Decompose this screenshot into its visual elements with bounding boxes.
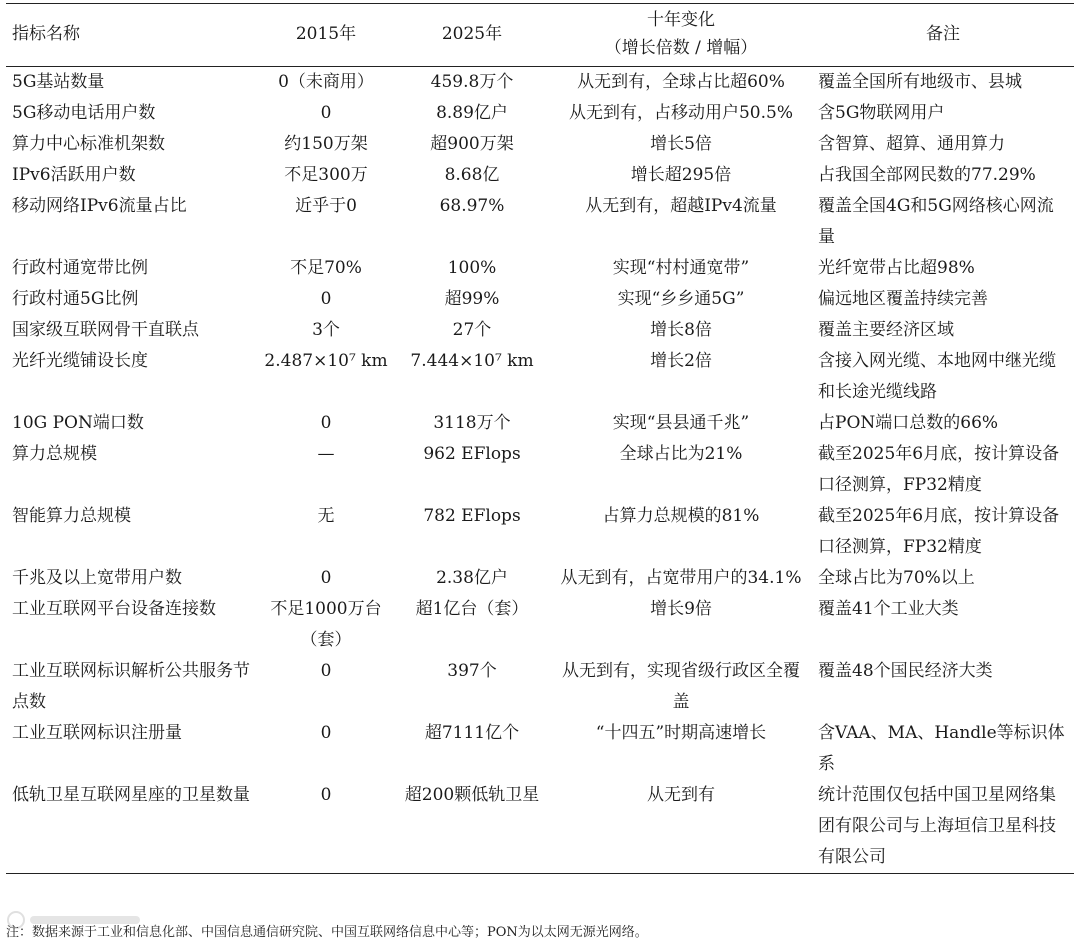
cell-2015-value: 近乎于0 [295,196,357,216]
cell-indicator-name: 工业互联网标识解析公共服务节点数 [12,661,250,712]
cell-ten-year-change: 增长8倍 [650,320,712,340]
cell-2025-value: 3118万个 [433,413,511,433]
cell-indicator-name: 国家级互联网骨干直联点 [12,320,199,340]
cell-indicator-name: 算力中心标准机架数 [12,134,165,154]
cell-ten-year-change: 从无到有，占宽带用户的34.1% [560,568,802,588]
cell-2025-value: 超900万架 [430,134,514,154]
header-indicator-name: 指标名称 [6,4,258,67]
table-row [6,67,1074,99]
cell-2025-value: 8.68亿 [444,165,500,185]
header-change-subtitle: （增长倍数 / 增幅） [604,38,758,58]
cell-ten-year-change: 增长超295倍 [630,165,732,185]
cell-2025-value: 超99% [444,289,500,309]
table-header-row [6,4,1074,67]
table-footnote: 注：数据来源于工业和信息化部、中国信息通信研究院、中国互联网络信息中心等；PON为以太网无源光网络。 [6,925,648,940]
cell-note: 占我国全部网民数的77.29% [818,165,1036,185]
cell-2015-value: 不足70% [290,258,362,278]
cell-2025-value: 459.8万个 [430,72,514,92]
indicator-table [6,3,1074,874]
cell-note: 统计范围仅包括中国卫星网络集团有限公司与上海垣信卫星科技有限公司 [812,780,1074,874]
cell-2025-value: 7.444×10⁷ km [410,351,534,371]
table-row [6,129,1074,160]
cell-2015-value: 3个 [312,320,340,340]
cell-ten-year-change: 实现“县县通千兆” [612,413,750,433]
cell-2015-value: 0 [320,103,332,123]
table-body [6,67,1074,874]
header-change-title: 十年变化 [647,10,715,30]
cell-note: 含5G物联网用户 [818,103,945,123]
cell-ten-year-change: 从无到有，全球占比超60% [577,72,785,92]
table-row [6,439,1074,501]
table-row [6,718,1074,780]
cell-note: 覆盖48个国民经济大类 [818,661,993,681]
cell-2015-value: 无 [317,506,335,526]
cell-note: 光纤宽带占比超98% [818,258,975,278]
cell-2015-value: 0 [258,780,394,874]
cell-2015-value: 0（未商用） [278,72,374,92]
cell-indicator-name: 工业互联网平台设备连接数 [12,599,216,619]
cell-indicator-name: 5G基站数量 [12,72,105,92]
cell-2015-value: 0 [320,723,332,743]
cell-ten-year-change: 实现“村村通宽带” [612,258,750,278]
cell-note: 覆盖全国所有地级市、县城 [818,72,1022,92]
cell-note: 全球占比为70%以上 [818,568,975,588]
cell-indicator-name: 移动网络IPv6流量占比 [12,196,187,216]
table-row [6,656,1074,718]
cell-indicator-name: 10G PON端口数 [12,413,144,433]
cell-indicator-name: 低轨卫星互联网星座的卫星数量 [6,780,258,874]
cell-note: 覆盖全国4G和5G网络核心网流量 [818,196,1054,247]
cell-indicator-name: IPv6活跃用户数 [12,165,136,185]
cell-2015-value: 2.487×10⁷ km [264,351,388,371]
cell-indicator-name: 5G移动电话用户数 [12,103,156,123]
cell-indicator-name: 行政村通宽带比例 [12,258,148,278]
cell-ten-year-change: 增长5倍 [650,134,712,154]
header-ten-year-change [550,4,812,67]
cell-2025-value: 超7111亿个 [424,723,520,743]
table-row [6,284,1074,315]
cell-2015-value: 不足300万 [284,165,368,185]
cell-ten-year-change: 从无到有 [550,780,812,874]
cell-indicator-name: 光纤光缆铺设长度 [12,351,148,371]
cell-ten-year-change: 实现“乡乡通5G” [617,289,745,309]
table-row [6,408,1074,439]
table-row [6,563,1074,594]
table-row [6,315,1074,346]
cell-note: 截至2025年6月底，按计算设备口径测算，FP32精度 [818,506,1060,557]
cell-indicator-name: 工业互联网标识注册量 [12,723,182,743]
cell-ten-year-change: 全球占比为21% [619,444,743,464]
header-2015: 2015年 [258,4,394,67]
cell-2015-value: 0 [320,661,332,681]
table-row [6,780,1074,874]
table-row [6,594,1074,656]
table-row [6,98,1074,129]
cell-note: 偏远地区覆盖持续完善 [818,289,988,309]
cell-note: 占PON端口总数的66% [818,413,999,433]
cell-2025-value: 397个 [447,661,497,681]
data-table-container [6,3,1074,874]
cell-2025-value: 100% [447,258,497,278]
table-row [6,501,1074,563]
cell-2025-value: 2.38亿户 [436,568,508,588]
cell-ten-year-change: 占算力总规模的81% [602,506,760,526]
cell-note: 含接入网光缆、本地网中继光缆和长途光缆线路 [818,351,1056,402]
cell-note: 覆盖41个工业大类 [818,599,959,619]
cell-ten-year-change: “十四五”时期高速增长 [595,723,767,743]
header-note: 备注 [812,4,1074,67]
cell-note: 覆盖主要经济区域 [818,320,954,340]
cell-ten-year-change: 从无到有，超越IPv4流量 [585,196,777,216]
cell-2015-value: 0 [320,568,332,588]
cell-note: 截至2025年6月底，按计算设备口径测算，FP32精度 [818,444,1060,495]
cell-indicator-name: 行政村通5G比例 [12,289,139,309]
header-2025: 2025年 [394,4,550,67]
cell-ten-year-change: 从无到有，占移动用户50.5% [568,103,793,123]
cell-2025-value: 27个 [452,320,492,340]
cell-2015-value: 约150万架 [284,134,368,154]
cell-indicator-name: 算力总规模 [12,444,97,464]
cell-2015-value: 0 [320,289,332,309]
cell-ten-year-change: 从无到有，实现省级行政区全覆盖 [562,661,800,712]
cell-2025-value: 68.97% [439,196,505,216]
cell-indicator-name: 千兆及以上宽带用户数 [12,568,182,588]
table-row [6,346,1074,408]
cell-2025-value: 超200颗低轨卫星 [394,780,550,874]
cell-2015-value: 不足1000万台（套） [270,599,382,650]
cell-ten-year-change: 增长9倍 [650,599,712,619]
cell-note: 含智算、超算、通用算力 [818,134,1005,154]
cell-indicator-name: 智能算力总规模 [12,506,131,526]
cell-ten-year-change: 增长2倍 [650,351,712,371]
cell-2025-value: 8.89亿户 [436,103,508,123]
table-row [6,160,1074,191]
table-row [6,191,1074,253]
cell-2015-value: 0 [320,413,332,433]
cell-2015-value: — [317,444,335,464]
cell-2025-value: 962 EFlops [423,444,521,464]
table-row [6,253,1074,284]
cell-2025-value: 超1亿台（套） [415,599,529,619]
cell-2025-value: 782 EFlops [423,506,521,526]
cell-note: 含VAA、MA、Handle等标识体系 [818,723,1065,774]
